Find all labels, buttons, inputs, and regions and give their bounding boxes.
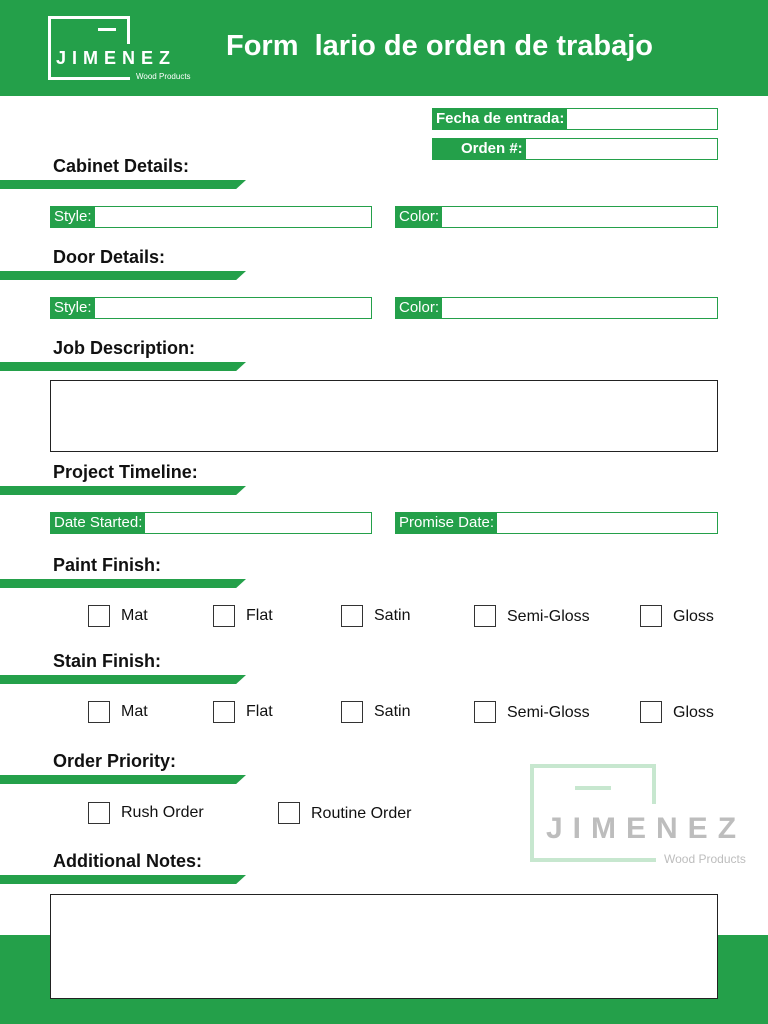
- cabinet-color-label: Color:: [396, 207, 442, 227]
- order-priority-heading: Order Priority:: [53, 751, 177, 771]
- logo-word: JIMENEZ: [56, 48, 177, 68]
- door-color-field[interactable]: [395, 297, 718, 319]
- promise-date-field[interactable]: [395, 512, 718, 534]
- stain-finish-underline: [0, 675, 246, 684]
- logo: [48, 16, 198, 80]
- stain-gloss-label: Gloss: [673, 704, 714, 721]
- watermark-frame-right: [652, 764, 656, 804]
- order-number-field[interactable]: [432, 138, 718, 160]
- paint-mat-label: Mat: [121, 607, 148, 624]
- page-title: Form lario de orden de trabajo: [226, 30, 654, 62]
- stain-flat-checkbox[interactable]: [213, 701, 235, 723]
- routine-order-checkbox[interactable]: [278, 802, 300, 824]
- job-description-underline: [0, 362, 246, 371]
- entry-date-field[interactable]: [432, 108, 718, 130]
- stain-mat-checkbox[interactable]: [88, 701, 110, 723]
- additional-notes-heading: Additional Notes:: [53, 851, 202, 871]
- watermark-subtitle: Wood Products: [664, 852, 746, 866]
- date-started-field[interactable]: [50, 512, 372, 534]
- order-priority-underline: [0, 775, 246, 784]
- paint-gloss-checkbox[interactable]: [640, 605, 662, 627]
- paint-semi-gloss-label: Semi-Gloss: [507, 608, 590, 625]
- cabinet-style-field[interactable]: [50, 206, 372, 228]
- cabinet-style-label: Style:: [51, 207, 95, 227]
- additional-notes-textarea[interactable]: [50, 894, 718, 999]
- paint-satin-label: Satin: [374, 607, 411, 624]
- order-number-label: Orden #:: [433, 139, 526, 159]
- job-description-heading: Job Description:: [53, 338, 196, 358]
- stain-mat-label: Mat: [121, 703, 148, 720]
- paint-finish-heading: Paint Finish:: [53, 555, 161, 575]
- logo-subtitle: Wood Products: [136, 72, 191, 81]
- promise-date-label: Promise Date:: [396, 513, 497, 533]
- stain-flat-label: Flat: [246, 703, 273, 720]
- paint-finish-underline: [0, 579, 246, 588]
- logo-bar: [98, 28, 116, 31]
- logo-frame-right: [127, 16, 130, 44]
- stain-semi-gloss-label: Semi-Gloss: [507, 704, 590, 721]
- rush-order-label: Rush Order: [121, 804, 204, 821]
- cabinet-details-heading: Cabinet Details:: [53, 156, 190, 176]
- watermark-bar: [575, 786, 611, 790]
- cabinet-details-underline: [0, 180, 246, 189]
- project-timeline-underline: [0, 486, 246, 495]
- door-color-label: Color:: [396, 298, 442, 318]
- watermark-frame-left: [530, 764, 534, 862]
- stain-gloss-checkbox[interactable]: [640, 701, 662, 723]
- stain-satin-checkbox[interactable]: [341, 701, 363, 723]
- job-description-textarea[interactable]: [50, 380, 718, 452]
- door-style-label: Style:: [51, 298, 95, 318]
- logo-frame-bottom: [48, 77, 130, 80]
- project-timeline-heading: Project Timeline:: [53, 462, 198, 482]
- watermark-frame-top: [530, 764, 656, 768]
- paint-satin-checkbox[interactable]: [341, 605, 363, 627]
- logo-frame-left: [48, 16, 51, 80]
- door-details-heading: Door Details:: [53, 247, 166, 267]
- stain-semi-gloss-checkbox[interactable]: [474, 701, 496, 723]
- paint-mat-checkbox[interactable]: [88, 605, 110, 627]
- entry-date-label: Fecha de entrada:: [433, 109, 567, 129]
- date-started-label: Date Started:: [51, 513, 145, 533]
- door-style-field[interactable]: [50, 297, 372, 319]
- paint-semi-gloss-checkbox[interactable]: [474, 605, 496, 627]
- stain-satin-label: Satin: [374, 703, 411, 720]
- watermark-frame-bottom: [530, 858, 656, 862]
- paint-flat-label: Flat: [246, 607, 273, 624]
- cabinet-color-field[interactable]: [395, 206, 718, 228]
- stain-finish-heading: Stain Finish:: [53, 651, 161, 671]
- rush-order-checkbox[interactable]: [88, 802, 110, 824]
- additional-notes-underline: [0, 875, 246, 884]
- paint-gloss-label: Gloss: [673, 608, 714, 625]
- paint-flat-checkbox[interactable]: [213, 605, 235, 627]
- logo-frame-top: [48, 16, 130, 19]
- watermark-word: JIMENEZ: [546, 812, 747, 845]
- routine-order-label: Routine Order: [311, 805, 412, 822]
- door-details-underline: [0, 271, 246, 280]
